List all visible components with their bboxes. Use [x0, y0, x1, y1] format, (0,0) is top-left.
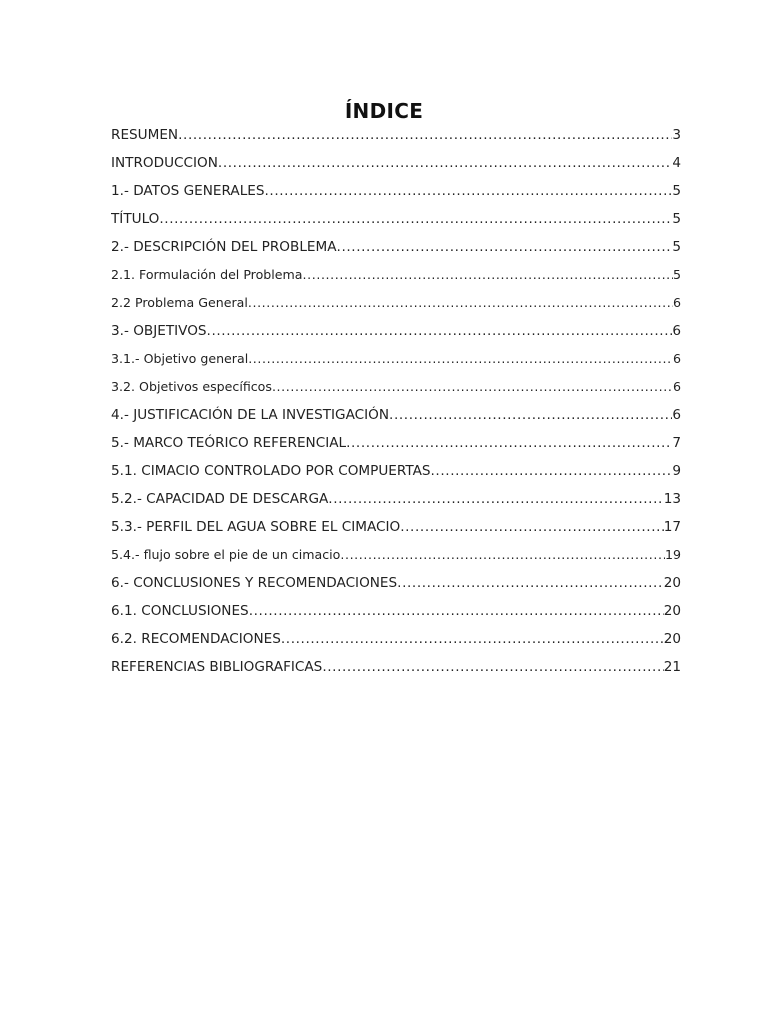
toc-entry-page-number: 5	[672, 183, 681, 199]
toc-entry-page-number: 20	[663, 575, 681, 591]
toc-entry-page-number: 6	[672, 379, 681, 394]
toc-entry[interactable]	[111, 597, 681, 625]
toc-entry-page-number: 20	[663, 603, 681, 619]
toc-entry[interactable]	[111, 401, 681, 429]
toc-entry-page-number: 21	[663, 659, 681, 675]
toc-entry-label: 6.1. CONCLUSIONES	[111, 603, 249, 619]
toc-leader-dots	[248, 345, 673, 373]
toc-leader-dots	[249, 597, 664, 625]
toc-entry-label: 5.1. CIMACIO CONTROLADO POR COMPUERTAS	[111, 463, 431, 479]
toc-entry-label: 6.2. RECOMENDACIONES	[111, 631, 281, 647]
toc-leader-dots	[400, 513, 663, 541]
toc-entry-label: 5.- MARCO TEÓRICO REFERENCIAL	[111, 435, 347, 451]
toc-entry[interactable]	[111, 513, 681, 541]
toc-entry-page-number: 5	[672, 267, 681, 282]
toc-entry-page-number: 3	[672, 127, 681, 143]
toc-entry[interactable]	[111, 373, 681, 401]
toc-entry[interactable]	[111, 233, 681, 261]
toc-entry[interactable]	[111, 261, 681, 289]
toc-entry-page-number: 4	[672, 155, 681, 171]
toc-entry-label: 5.4.- flujo sobre el pie de un cimacio	[111, 547, 341, 562]
toc-leader-dots	[346, 429, 672, 457]
toc-entry-page-number: 13	[663, 491, 681, 507]
toc-entry-label: 5.3.- PERFIL DEL AGUA SOBRE EL CIMACIO	[111, 519, 401, 535]
toc-leader-dots	[322, 653, 663, 681]
toc-entry[interactable]	[111, 429, 681, 457]
toc-leader-dots	[340, 541, 665, 569]
toc-entry-label: 5.2.- CAPACIDAD DE DESCARGA	[111, 491, 329, 507]
toc-entry-label: 2.2 Problema General	[111, 295, 248, 310]
toc-leader-dots	[265, 177, 673, 205]
toc-entry-page-number: 19	[664, 547, 681, 562]
toc-entry-page-number: 6	[672, 295, 681, 310]
toc-leader-dots	[207, 317, 673, 345]
toc-entry-label: 1.- DATOS GENERALES	[111, 183, 265, 199]
toc-entry[interactable]	[111, 121, 681, 149]
toc-entry[interactable]	[111, 457, 681, 485]
toc-entry[interactable]	[111, 317, 681, 345]
toc-entry-label: 4.- JUSTIFICACIÓN DE LA INVESTIGACIÓN	[111, 407, 390, 423]
toc-entry-page-number: 6	[672, 407, 681, 423]
toc-entry[interactable]	[111, 485, 681, 513]
toc-leader-dots	[218, 149, 672, 177]
toc-entry-page-number: 5	[672, 211, 681, 227]
toc-entry-label: RESUMEN	[111, 127, 179, 143]
toc-entry-page-number: 6	[672, 351, 681, 366]
page-title: ÍNDICE	[344, 99, 424, 123]
toc-leader-dots	[159, 205, 672, 233]
toc-entry[interactable]	[111, 205, 681, 233]
toc-entry[interactable]	[111, 625, 681, 653]
toc-entry-label: INTRODUCCION	[111, 155, 218, 171]
toc-entry[interactable]	[111, 177, 681, 205]
toc-entry-page-number: 17	[663, 519, 681, 535]
toc-leader-dots	[303, 261, 673, 289]
toc-leader-dots	[328, 485, 663, 513]
toc-leader-dots	[337, 233, 673, 261]
toc-entry-label: 3.- OBJETIVOS	[111, 323, 207, 339]
toc-leader-dots	[281, 625, 664, 653]
toc-entry[interactable]	[111, 345, 681, 373]
toc-entry-label: TÍTULO	[111, 211, 160, 227]
toc-entry-label: 2.1. Formulación del Problema	[111, 267, 303, 282]
toc-entry[interactable]	[111, 149, 681, 177]
toc-leader-dots	[178, 121, 672, 149]
toc-entry[interactable]	[111, 289, 681, 317]
table-of-contents	[111, 121, 681, 681]
toc-entry-page-number: 7	[672, 435, 681, 451]
toc-leader-dots	[272, 373, 673, 401]
toc-entry-label: 2.- DESCRIPCIÓN DEL PROBLEMA	[111, 239, 337, 255]
toc-entry-label: 3.2. Objetivos específicos	[111, 379, 272, 394]
toc-entry-label: REFERENCIAS BIBLIOGRAFICAS	[111, 659, 323, 675]
toc-entry[interactable]	[111, 541, 681, 569]
toc-leader-dots	[389, 401, 672, 429]
toc-leader-dots	[431, 457, 673, 485]
toc-entry[interactable]	[111, 569, 681, 597]
toc-entry[interactable]	[111, 653, 681, 681]
toc-entry-label: 3.1.- Objetivo general	[111, 351, 249, 366]
toc-entry-page-number: 5	[672, 239, 681, 255]
toc-entry-page-number: 9	[672, 463, 681, 479]
toc-entry-page-number: 6	[672, 323, 681, 339]
toc-leader-dots	[248, 289, 673, 317]
toc-entry-label: 6.- CONCLUSIONES Y RECOMENDACIONES	[111, 575, 398, 591]
toc-leader-dots	[397, 569, 664, 597]
toc-entry-page-number: 20	[663, 631, 681, 647]
